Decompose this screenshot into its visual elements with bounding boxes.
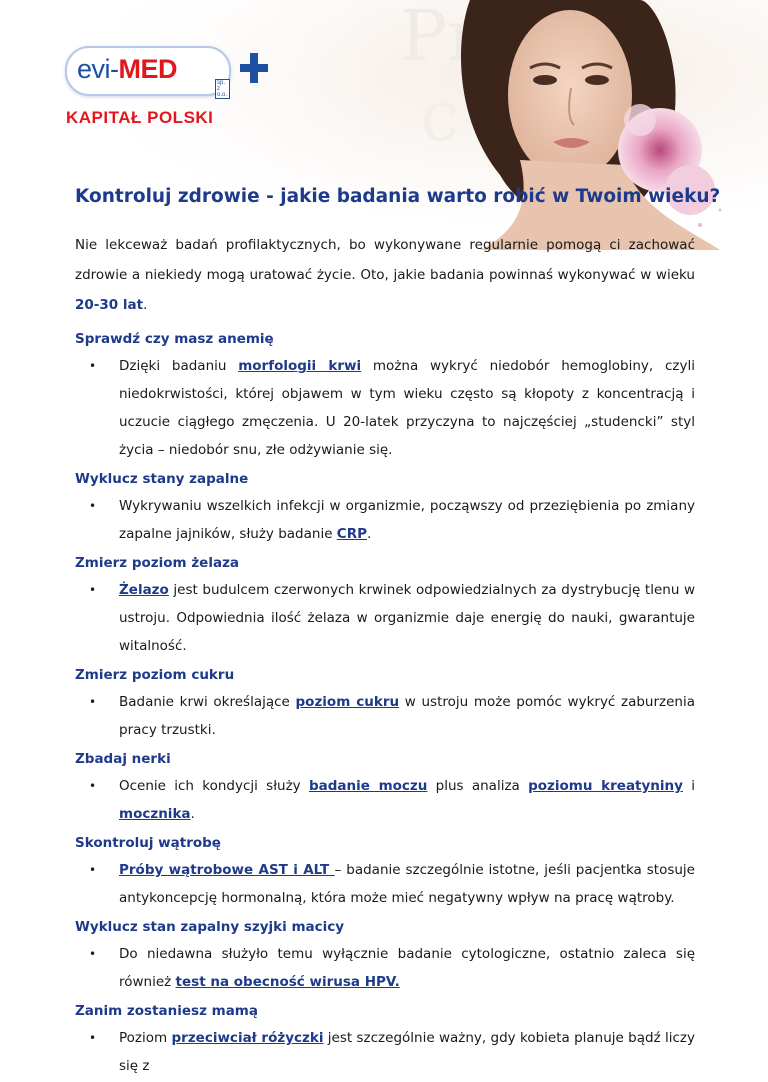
list-item-pregnancy (75, 1024, 695, 1080)
item-text: . (190, 806, 195, 822)
link-zelazo[interactable]: Żelazo (119, 582, 169, 598)
bullet-icon: • (89, 695, 97, 709)
list-item-kidneys (75, 772, 695, 828)
intro-paragraph (75, 230, 695, 320)
logo-legal-tag: sp. z o.o. (215, 79, 230, 99)
bullet-icon: • (89, 583, 97, 597)
article-body (75, 230, 695, 1082)
section-heading-cervix: Wyklucz stan zapalny szyjki macicy (75, 919, 345, 935)
link-przeciwciala-rozyczki[interactable]: przeciwciał różyczki (171, 1030, 324, 1046)
link-test-hpv[interactable]: test na obecność wirusa HPV. (175, 974, 400, 990)
link-badanie-moczu[interactable]: badanie moczu (308, 778, 428, 794)
bullet-icon: • (89, 499, 97, 513)
section-heading-inflammation: Wyklucz stany zapalne (75, 471, 249, 487)
medical-cross-icon (240, 49, 268, 87)
bullet-icon: • (89, 863, 97, 877)
list-item-cervix (75, 940, 695, 996)
section-heading-kidneys: Zbadaj nerki (75, 751, 171, 767)
bullet-icon: • (89, 779, 97, 793)
item-text: Ocenie ich kondycji służy (119, 778, 309, 794)
link-morfologia-krwi[interactable]: morfologii krwi (238, 358, 362, 374)
item-text: jest szczególnie ważny, gdy kobieta planuje bądź liczy się z (119, 1030, 695, 1074)
intro-text: Nie lekceważ badań profilaktycznych, bo wykonywane regularnie pomogą ci zachować zdrowie a niekiedy mogą uratować życie. Oto, jakie badania powinnaś wykonywać w wieku (75, 237, 695, 283)
list-item-iron (75, 576, 695, 660)
section-heading-anemia: Sprawdź czy masz anemię (75, 331, 274, 347)
link-poziom-cukru[interactable]: poziom cukru (295, 694, 400, 710)
bullet-icon: • (89, 947, 97, 961)
item-text: Poziom (119, 1030, 172, 1046)
item-text: Badanie krwi określające (119, 694, 296, 710)
logo-med-text: MED (118, 54, 178, 84)
list-item-liver (75, 856, 695, 912)
list-item-anemia (75, 352, 695, 464)
item-text: jest budulcem czerwonych krwinek odpowiedzialnych za dystrybucję tlenu w ustroju. Odpowiednia ilość żelaza w organizmie daje energię do nauki, gwarantuje witalność. (119, 582, 695, 654)
logo-wordmark (77, 52, 177, 86)
item-text: i (682, 778, 695, 794)
item-text: . (367, 526, 372, 542)
item-text: Wykrywaniu wszelkich infekcji w organizmie, począwszy od przeziębienia po zmiany zapalne jajników, służy badanie (119, 498, 695, 542)
link-mocznik[interactable]: mocznika (119, 806, 191, 822)
intro-end: . (143, 297, 148, 313)
bullet-icon: • (89, 1031, 97, 1045)
item-text: – badanie szczególnie istotne, jeśli pacjentka stosuje antykoncepcję hormonalną, która może mieć negatywny wpływ na pracę wątroby. (119, 862, 695, 906)
company-logo (65, 46, 230, 98)
section-heading-pregnancy: Zanim zostaniesz mamą (75, 1003, 258, 1019)
item-text: plus analiza (427, 778, 529, 794)
bullet-icon: • (89, 359, 97, 373)
logo-evi-text: evi- (77, 54, 119, 84)
logo-tagline: KAPITAŁ POLSKI (66, 108, 214, 127)
list-item-inflammation (75, 492, 695, 548)
section-heading-sugar: Zmierz poziom cukru (75, 667, 235, 683)
page-title: Kontroluj zdrowie - jakie badania warto robić w Twoim wieku? (75, 186, 721, 207)
item-text: w ustroju może pomóc wykryć zaburzenia pracy trzustki. (119, 694, 695, 738)
section-heading-iron: Zmierz poziom żelaza (75, 555, 240, 571)
item-text: Dzięki badaniu (119, 358, 239, 374)
item-text: można wykryć niedobór hemoglobiny, czyli niedokrwistości, której objawem w tym wieku często są kłopoty z koncentracją i uczucie ciągłego zmęczenia. U 20-latek przyczyna to najczęściej „studencki” styl życia – niedobór snu, złe odżywianie się. (119, 358, 695, 458)
link-poziom-kreatyniny[interactable]: poziomu kreatyniny (528, 778, 683, 794)
age-range: 20-30 lat (75, 297, 144, 313)
link-crp[interactable]: CRP (336, 526, 367, 542)
list-item-sugar (75, 688, 695, 744)
link-proby-watrobowe[interactable]: Próby wątrobowe AST i ALT (119, 862, 335, 878)
item-text: Do niedawna służyło temu wyłącznie badanie cytologiczne, ostatnio zaleca się również (119, 946, 695, 990)
section-heading-liver: Skontroluj wątrobę (75, 835, 221, 851)
header-banner (0, 0, 768, 250)
